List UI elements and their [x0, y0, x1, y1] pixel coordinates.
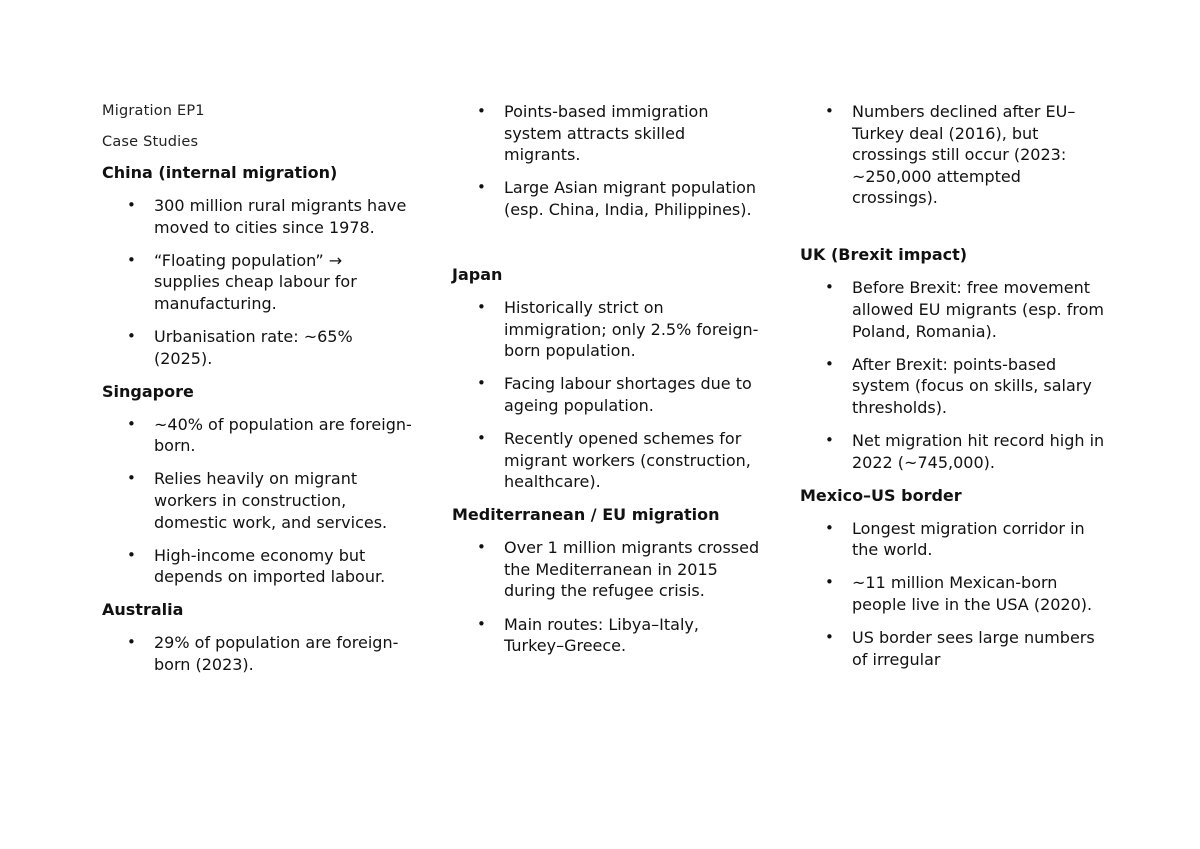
column-2 [452, 101, 762, 668]
list-australia-part1 [102, 632, 412, 675]
heading-japan: Japan [452, 264, 503, 284]
spacer [452, 232, 762, 264]
heading-mexico: Mexico–US border [800, 485, 962, 505]
list-item: • Numbers declined after EU–Turkey deal (2016), but crossings still occur (2023: ~250,000 attempted crossings). [800, 101, 1110, 209]
list-mexico [800, 518, 1110, 671]
column-1 [102, 101, 412, 687]
spacer [800, 220, 1110, 244]
list-item: • Relies heavily on migrant workers in construction, domestic work, and services. [102, 468, 412, 533]
list-item: • Historically strict on immigration; only 2.5% foreign-born population. [452, 297, 762, 362]
list-item: • Main routes: Libya–Italy, Turkey–Greece. [452, 614, 762, 657]
list-item: • ~11 million Mexican-born people live in the USA (2020). [800, 572, 1110, 615]
list-item: • ~40% of population are foreign-born. [102, 414, 412, 457]
list-item: • Longest migration corridor in the world. [800, 518, 1110, 561]
list-japan [452, 297, 762, 493]
list-item: • US border sees large numbers of irregular [800, 627, 1110, 670]
list-mediterranean-part2 [800, 101, 1110, 209]
list-item: • High-income economy but depends on imported labour. [102, 545, 412, 588]
list-singapore [102, 414, 412, 588]
list-item: • Large Asian migrant population (esp. China, India, Philippines). [452, 177, 762, 220]
heading-uk: UK (Brexit impact) [800, 245, 968, 265]
list-australia-part2 [452, 101, 762, 220]
list-item: • “Floating population” → supplies cheap labour for manufacturing. [102, 250, 412, 315]
list-item: • Over 1 million migrants crossed the Mediterranean in 2015 during the refugee crisis. [452, 537, 762, 602]
list-item: • Before Brexit: free movement allowed EU migrants (esp. from Poland, Romania). [800, 277, 1110, 342]
document-title: Migration EP1 [102, 103, 205, 119]
column-3 [800, 101, 1110, 682]
list-item: • Facing labour shortages due to ageing population. [452, 373, 762, 416]
list-item: • 29% of population are foreign-born (2023). [102, 632, 412, 675]
list-uk [800, 277, 1110, 473]
list-item: • 300 million rural migrants have moved to cities since 1978. [102, 195, 412, 238]
list-china [102, 195, 412, 369]
list-item: • Urbanisation rate: ~65% (2025). [102, 326, 412, 369]
heading-singapore: Singapore [102, 381, 194, 401]
list-item: • After Brexit: points-based system (focus on skills, salary thresholds). [800, 354, 1110, 419]
heading-china: China (internal migration) [102, 163, 338, 182]
list-item: • Recently opened schemes for migrant workers (construction, healthcare). [452, 428, 762, 493]
list-item: • Net migration hit record high in 2022 (~745,000). [800, 430, 1110, 473]
heading-mediterranean: Mediterranean / EU migration [452, 505, 720, 525]
list-mediterranean-part1 [452, 537, 762, 656]
list-item: • Points-based immigration system attracts skilled migrants. [452, 101, 762, 166]
document-subtitle: Case Studies [102, 134, 199, 150]
heading-australia: Australia [102, 600, 184, 620]
